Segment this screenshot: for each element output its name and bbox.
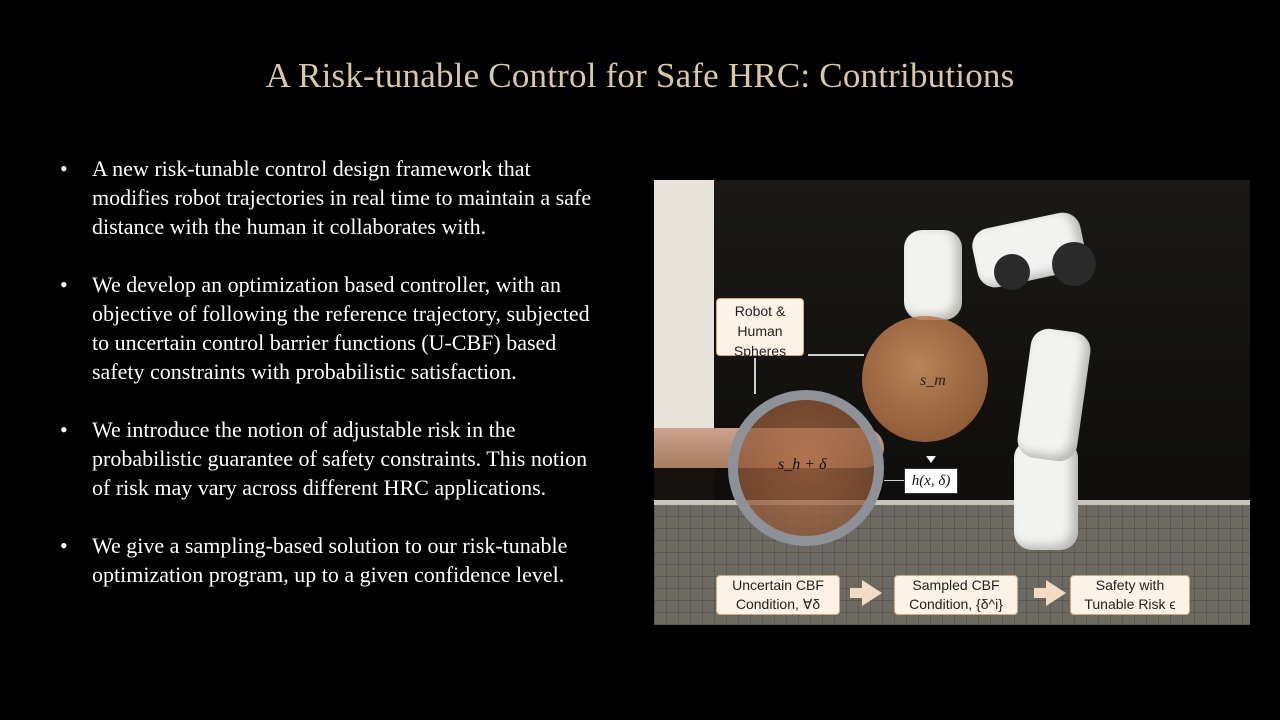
bullet-icon: •	[60, 417, 68, 442]
bullet-text: We develop an optimization based controller, with an objective of following the reference trajectory, subjected to uncertain control barrier functions (U-CBF) based safety constraints with probabilistic satisfaction.	[92, 272, 590, 384]
human-sphere	[728, 390, 884, 546]
flow-box-uncertain	[716, 575, 840, 615]
flow-box-text: Uncertain CBF Condition, ∀δ	[732, 577, 824, 612]
bullet-text: We introduce the notion of adjustable risk in the probabilistic guarantee of safety constraints. This notion of risk may vary across different HRC applications.	[92, 417, 588, 500]
robot-joint	[994, 254, 1030, 290]
robot-sphere-label: s_m	[920, 372, 946, 389]
robot-sphere	[862, 316, 988, 442]
bullet-text: A new risk-tunable control design framework that modifies robot trajectories in real time to maintain a safe distance with the human it collaborates with.	[92, 156, 592, 239]
right-arrow-icon	[862, 580, 882, 606]
robot-figure	[654, 180, 1250, 625]
bullet-item	[60, 531, 610, 589]
callout-connector	[754, 358, 756, 394]
barrier-function-box: h(x, δ)	[904, 468, 958, 494]
down-arrow-icon	[926, 456, 936, 463]
bullet-icon: •	[60, 156, 68, 181]
flow-arrow-body	[1034, 588, 1046, 598]
flow-box-text: Safety with Tunable Risk ϵ	[1084, 577, 1176, 612]
bullet-list	[60, 154, 610, 618]
right-arrow-icon	[1046, 580, 1066, 606]
bullet-icon: •	[60, 272, 68, 297]
slide-title: A Risk-tunable Control for Safe HRC: Contributions	[265, 56, 1015, 95]
bullet-icon: •	[60, 533, 68, 558]
ring-to-h-connector	[884, 480, 904, 481]
bullet-item	[60, 415, 610, 502]
spheres-callout	[716, 298, 804, 359]
robot-joint	[1052, 242, 1096, 286]
bullet-text: We give a sampling-based solution to our risk-tunable optimization program, up to a given confidence level.	[92, 533, 568, 587]
flow-box-sampled	[894, 575, 1018, 615]
bullet-item	[60, 154, 610, 241]
flow-box-text: Sampled CBF Condition, {δ^i}	[909, 577, 1003, 612]
flow-box-safety	[1070, 575, 1190, 615]
bullet-item	[60, 270, 610, 386]
callout-connector	[808, 354, 864, 356]
spheres-callout-text: Robot & Human Spheres	[733, 303, 787, 359]
white-panel	[654, 180, 714, 440]
flow-arrow-body	[850, 588, 862, 598]
robot-wrist	[904, 230, 962, 320]
human-sphere-label: s_h + δ	[778, 456, 827, 473]
